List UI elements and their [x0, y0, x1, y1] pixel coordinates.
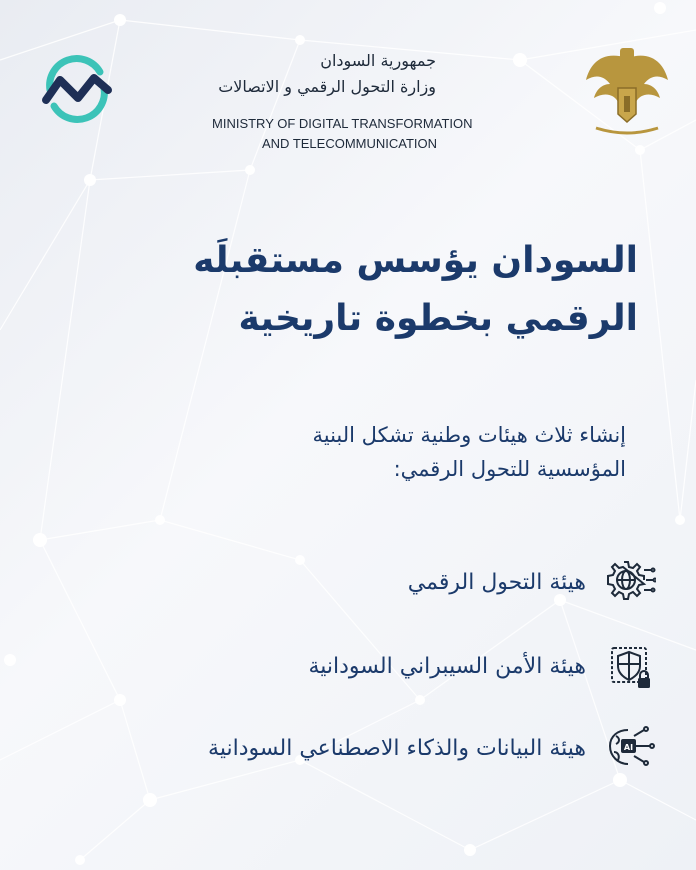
republic-name: جمهورية السودان — [320, 51, 436, 70]
subtitle-line1: إنشاء ثلاث هيئات وطنية تشكل البنية — [312, 423, 626, 447]
header-text — [218, 48, 436, 100]
subtitle — [106, 418, 626, 486]
list-item — [408, 556, 656, 608]
ministry-name-ar: وزارة التحول الرقمي و الاتصالات — [218, 77, 436, 96]
ministry-name-en — [212, 114, 532, 154]
ai-brain-icon — [604, 722, 656, 774]
ministry-en-line2: AND TELECOMMUNICATION — [262, 136, 438, 151]
ministry-logo-icon — [38, 50, 116, 128]
gear-globe-icon — [604, 556, 656, 608]
list-item — [308, 640, 656, 692]
sudan-emblem-icon — [582, 40, 672, 140]
ministry-en-line1: MINISTRY OF DIGITAL TRANSFORMATION — [212, 116, 473, 131]
svg-text:AI: AI — [623, 743, 634, 752]
headline-line2: الرقمي بخطوة تاريخية — [238, 298, 638, 339]
item-label: هيئة الأمن السيبراني السودانية — [308, 653, 586, 679]
subtitle-line2: المؤسسية للتحول الرقمي: — [393, 457, 626, 481]
item-label: هيئة البيانات والذكاء الاصطناعي السودانية — [208, 735, 586, 761]
item-label: هيئة التحول الرقمي — [407, 569, 586, 595]
shield-lock-icon — [604, 640, 656, 692]
headline-line1: السودان يؤسس مستقبلَه — [193, 240, 638, 281]
headline — [78, 232, 638, 348]
list-item — [208, 722, 656, 774]
